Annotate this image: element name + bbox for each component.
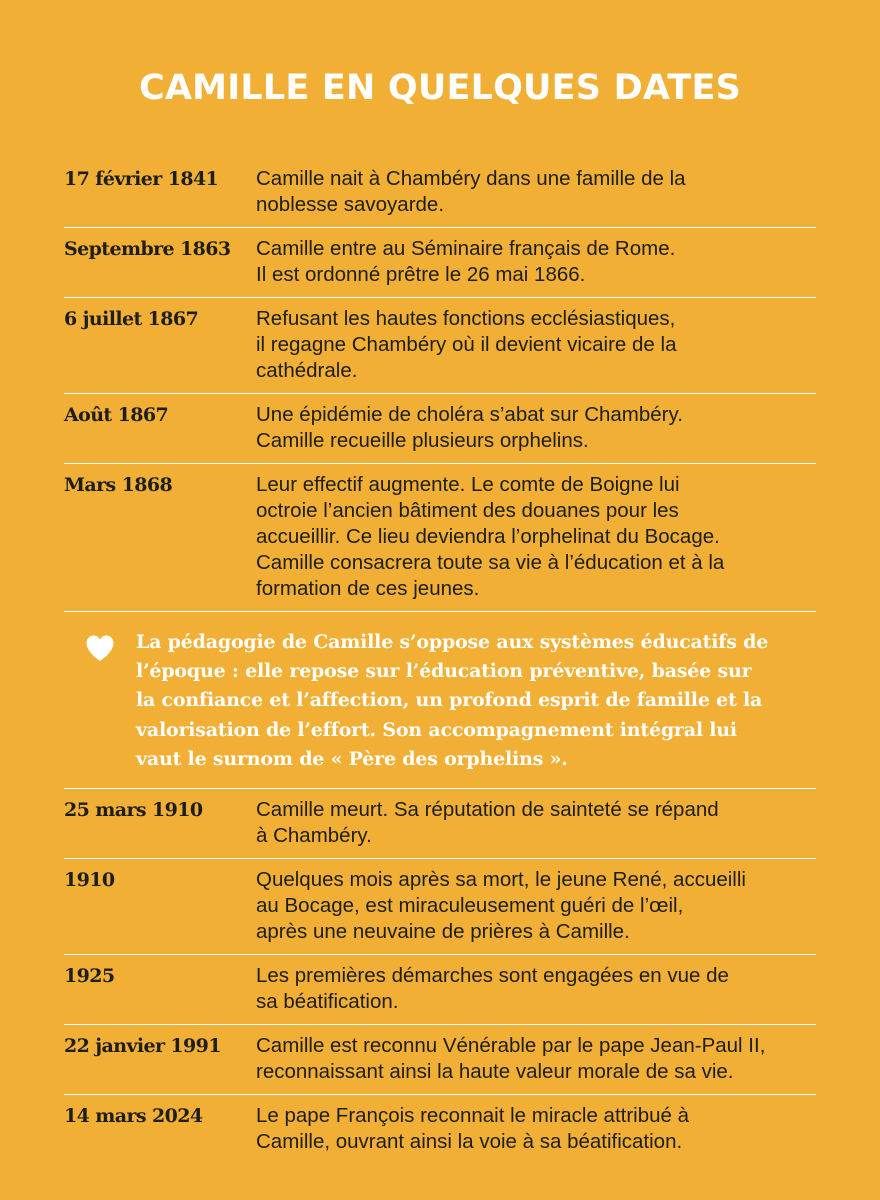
event-description: Le pape François reconnait le miracle attribué à Camille, ouvrant ainsi la voie à sa béatification. (256, 1104, 690, 1154)
event-date: Mars 1868 (64, 474, 173, 496)
heart-icon (64, 628, 136, 662)
timeline-row (64, 1095, 816, 1164)
event-date: 14 mars 2024 (64, 1105, 203, 1128)
event-description: Quelques mois après sa mort, le jeune René, accueilli au Bocage, est miraculeusement guéri de l’œil, après une neuvaine de prières à Camille. (256, 868, 746, 944)
heart-icon-shape (85, 634, 115, 662)
timeline-row (64, 160, 816, 228)
event-date: 25 mars 1910 (64, 799, 203, 822)
timeline-row (64, 789, 816, 859)
event-description: Les premières démarches sont engagées en vue de sa béatification. (256, 964, 729, 1014)
timeline-row (64, 464, 816, 612)
event-description: Refusant les hautes fonctions ecclésiastiques, il regagne Chambéry où il devient vicaire de la cathédrale. (256, 307, 677, 382)
event-description: Leur effectif augmente. Le comte de Boigne lui octroie l’ancien bâtiment des douanes pour les accueillir. Ce lieu deviendra l’orphelinat du Bocage. Camille consacrera toute sa vie à l’éducation et à la formation de ces jeunes. (256, 473, 725, 600)
event-description: Une épidémie de choléra s’abat sur Chambéry. Camille recueille plusieurs orphelins. (256, 403, 683, 452)
event-description: Camille nait à Chambéry dans une famille de la noblesse savoyarde. (256, 167, 686, 216)
highlight-text: La pédagogie de Camille s’oppose aux systèmes éducatifs de l’époque : elle repose sur l’éducation préventive, basée sur la confiance et l’affection, un profond esprit de famille et la valorisation de l’effort. Son accompagnement intégral lui vaut le surnom de « Père des orphelins ». (136, 631, 769, 770)
timeline-row (64, 1025, 816, 1095)
timeline-row (64, 394, 816, 464)
timeline-row (64, 859, 816, 955)
event-description: Camille est reconnu Vénérable par le pape Jean-Paul II, reconnaissant ainsi la haute valeur morale de sa vie. (256, 1034, 766, 1084)
timeline (64, 160, 816, 1164)
timeline-row (64, 955, 816, 1025)
event-description: Camille meurt. Sa réputation de sainteté se répand à Chambéry. (256, 798, 719, 848)
highlight-box (64, 612, 816, 789)
event-date: 1910 (64, 869, 115, 892)
event-date: 1925 (64, 965, 115, 988)
event-date: Août 1867 (64, 404, 169, 426)
page-title: CAMILLE EN QUELQUES DATES (139, 68, 741, 108)
event-description: Camille entre au Séminaire français de Rome. Il est ordonné prêtre le 26 mai 1866. (256, 237, 676, 286)
event-date: 22 janvier 1991 (64, 1035, 221, 1058)
event-date: Septembre 1863 (64, 238, 231, 260)
timeline-row (64, 228, 816, 298)
event-date: 6 juillet 1867 (64, 308, 199, 330)
event-date: 17 février 1841 (64, 168, 219, 190)
timeline-row (64, 298, 816, 394)
